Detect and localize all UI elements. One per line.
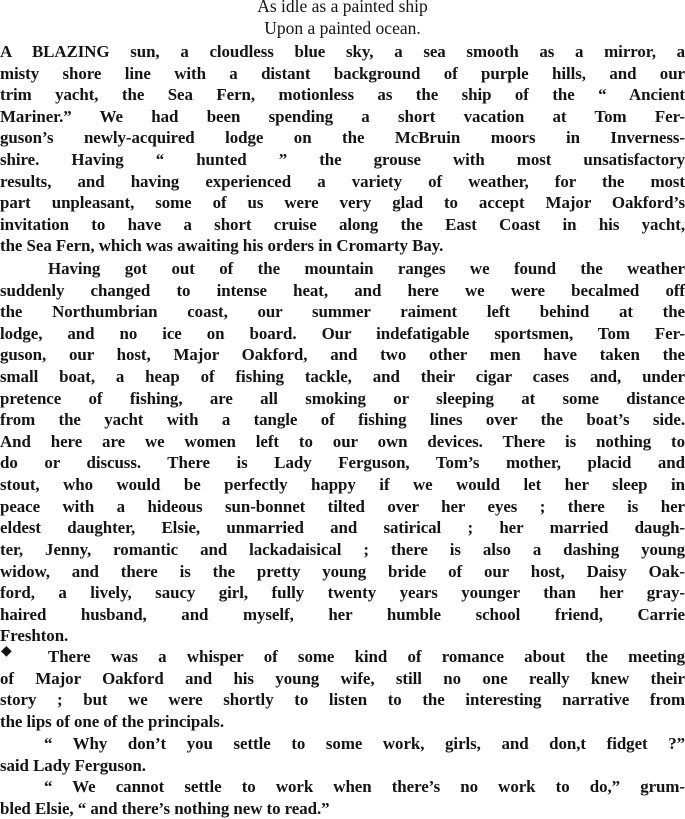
text-line: A BLAZING sun, a cloudless blue sky, a sea smooth as a mirror, a — [0, 42, 685, 61]
text-line: stout, who would be perfectly happy if we would let her sleep in — [0, 475, 685, 495]
text-line: guson’s newly-acquired lodge on the McBruin moors in Inverness- — [0, 128, 685, 148]
text-line: suddenly changed to intense heat, and here we were becalmed off — [0, 280, 685, 300]
text-line: do or discuss. There is Lady Ferguson, Tom’s mother, placid and — [0, 453, 685, 473]
text-line: Freshton. — [0, 626, 69, 646]
paragraph-opening — [0, 41, 685, 257]
paragraph-lady-ferguson — [0, 733, 685, 776]
text-line: pretence of fishing, are all smoking or sleeping at some distance — [0, 388, 685, 408]
text-line: Having got out of the mountain ranges we found the weather — [48, 259, 685, 278]
text-line: part unpleasant, some of us were very glad to accept Major Oakford’s — [0, 193, 685, 213]
paragraph-elsie — [0, 776, 685, 819]
text-line: “ Why don’t you settle to some work, girls, and don,t fidget ?” — [44, 734, 685, 753]
text-line: trim yacht, the Sea Fern, motionless as the ship of the “ Ancient — [0, 85, 685, 105]
text-line: small boat, a heap of fishing tackle, and their cigar cases and, under — [0, 367, 685, 387]
text-line: the Sea Fern, which was awaiting his orders in Cromarty Bay. — [0, 236, 444, 256]
text-line: lodge, and no ice on board. Our indefatigable sportsmen, Tom Fer- — [0, 323, 685, 343]
text-line: of Major Oakford and his young wife, still no one really knew their — [0, 668, 685, 688]
paragraph-becalmed — [0, 258, 685, 647]
text-line: the lips of one of the principals. — [0, 711, 224, 731]
text-line: haired husband, and myself, her humble school friend, Carrie — [0, 604, 685, 624]
text-line: There was a whisper of some kind of romance about the meeting — [48, 647, 685, 666]
text-line: widow, and there is the pretty young bride of our host, Daisy Oak- — [0, 561, 685, 581]
text-line: peace with a hideous sun-bonnet tilted over her eyes ; there is her — [0, 496, 685, 516]
text-line: “ We cannot settle to work when there’s no work to do,” grum- — [44, 777, 685, 796]
text-line: said Lady Ferguson. — [0, 755, 146, 775]
text-line: bled Elsie, “ and there’s nothing new to read.” — [0, 798, 330, 818]
text-line: the Northumbrian coast, our summer raiment left behind at the — [0, 302, 685, 322]
text-line: ford, a lively, saucy girl, fully twenty years younger than her gray- — [0, 583, 685, 603]
text-line: invitation to have a short cruise along the East Coast in his yacht, — [0, 214, 685, 234]
text-line: results, and having experienced a variety of weather, for the most — [0, 171, 685, 191]
text-line: guson, our host, Major Oakford, and two other men have taken the — [0, 345, 685, 365]
text-line: Mariner.” We had been spending a short vacation at Tom Fer- — [0, 106, 685, 126]
text-line: ter, Jenny, romantic and lackadaisical ; there is also a dashing young — [0, 539, 685, 559]
verse-line-1: As idle as a painted ship — [257, 0, 428, 16]
text-line: from the yacht with a tangle of fishing lines over the boat’s side. — [0, 410, 685, 430]
verse-line-2: Upon a painted ocean. — [264, 18, 421, 38]
text-line: misty shore line with a distant background of purple hills, and our — [0, 63, 685, 83]
text-line: shire. Having “ hunted ” the grouse with most unsatisfactory — [0, 150, 685, 170]
text-line: story ; but we were shortly to listen to the interesting narrative from — [0, 690, 685, 710]
text-line: eldest daughter, Elsie, unmarried and satirical ; her married daugh- — [0, 518, 685, 538]
text-line: And here are we women left to our own devices. There is nothing to — [0, 431, 685, 451]
paragraph-romance — [0, 646, 685, 732]
ink-blot-mark: ◆ — [1, 644, 12, 659]
